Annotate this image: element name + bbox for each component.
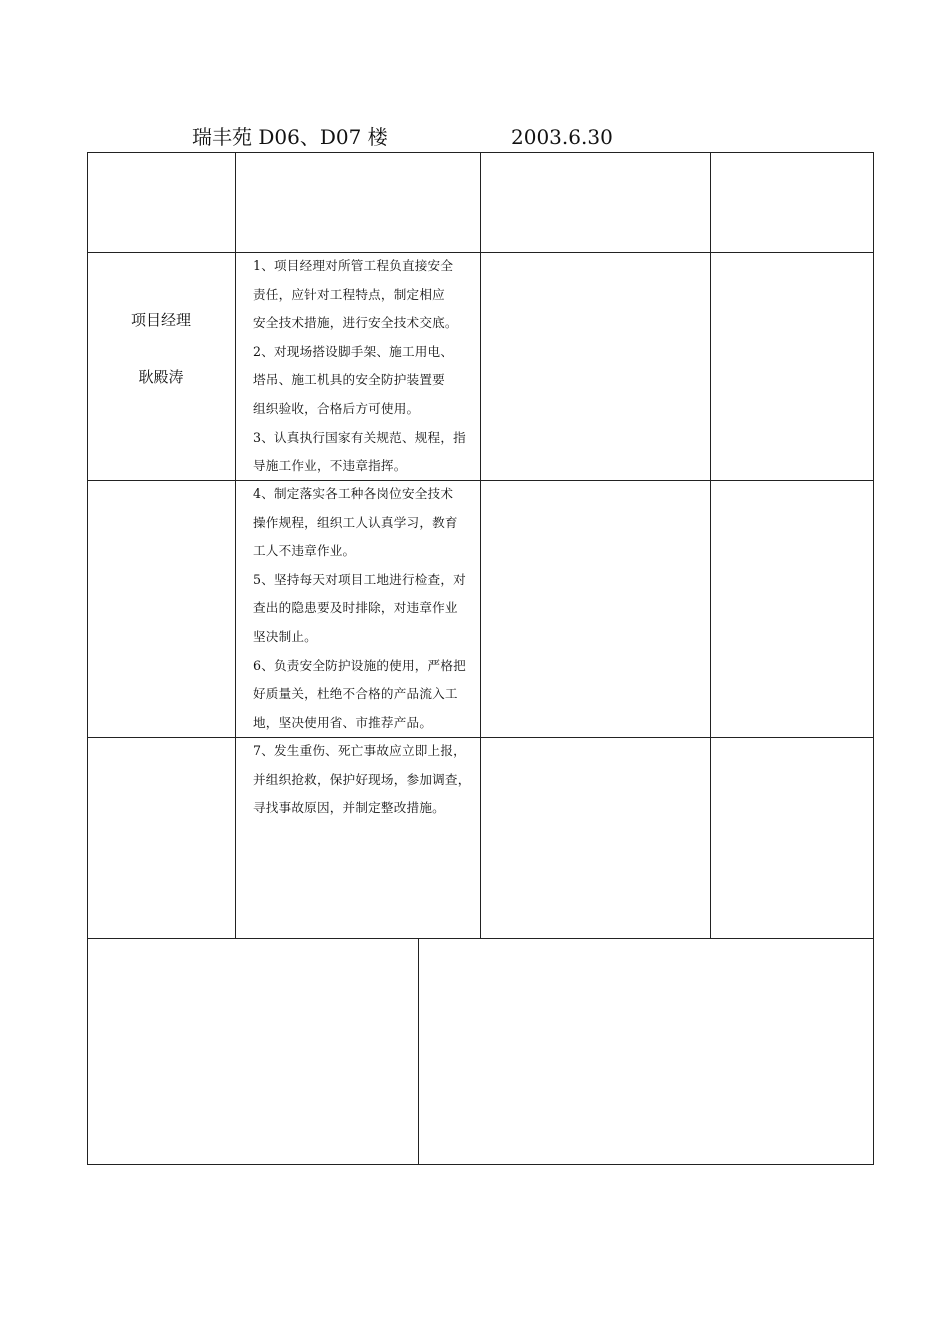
responsibility-table <box>87 152 874 1165</box>
duty-line: 坚决制止。 <box>253 628 317 644</box>
document-date: 2003.6.30 <box>511 125 613 149</box>
duty-line: 组织验收，合格后方可使用。 <box>253 400 420 416</box>
manager-role: 项目经理 <box>130 311 191 329</box>
duty-line: 好质量关，杜绝不合格的产品流入工 <box>253 686 458 702</box>
header-cell <box>236 152 480 252</box>
duty-line: 1、项目经理对所管工程负直接安全 <box>253 258 454 273</box>
header-cell <box>87 152 235 252</box>
column-divider <box>235 152 236 939</box>
table-border-bottom <box>87 1164 874 1165</box>
duty-line: 地，坚决使用省、市推荐产品。 <box>253 714 433 730</box>
duty-line: 并组织抢救，保护好现场，参加调查， <box>253 771 471 787</box>
duty-line: 6、负责安全防护设施的使用，严格把 <box>253 657 466 673</box>
duty-line: 责任，应针对工程特点，制定相应 <box>253 286 445 302</box>
duty-block-3 <box>253 737 475 823</box>
duty-line: 7、发生重伤、死亡事故应立即上报， <box>253 743 466 758</box>
duty-line: 寻找事故原因，并制定整改措施。 <box>253 800 445 816</box>
duty-line: 塔吊、施工机具的安全防护装置要 <box>253 372 445 388</box>
table-border-right <box>873 152 874 1165</box>
duty-block-2 <box>253 480 475 737</box>
duty-line: 工人不违章作业。 <box>253 543 356 559</box>
column-divider <box>710 152 711 939</box>
footer-cell <box>87 939 418 1164</box>
header-cell <box>481 152 710 252</box>
header-cell <box>711 152 873 252</box>
duty-line: 5、坚持每天对项目工地进行检查，对 <box>253 571 466 587</box>
project-title: 瑞丰苑 D06、D07 楼 <box>192 125 388 149</box>
duty-line: 安全技术措施，进行安全技术交底。 <box>253 315 458 331</box>
duty-block-1 <box>253 252 475 481</box>
duty-line: 4、制定落实各工种各岗位安全技术 <box>253 486 454 501</box>
duty-line: 3、认真执行国家有关规范、规程，指 <box>253 429 466 445</box>
duty-line: 2、对现场搭设脚手架、施工用电、 <box>253 343 454 359</box>
manager-name: 耿殿涛 <box>138 368 184 386</box>
duty-line: 查出的隐患要及时排除，对违章作业 <box>253 600 458 616</box>
duty-line: 导施工作业，不违章指挥。 <box>253 458 407 474</box>
footer-cell <box>419 939 873 1164</box>
duty-line: 操作规程，组织工人认真学习，教育 <box>253 514 458 530</box>
column-divider <box>480 152 481 939</box>
